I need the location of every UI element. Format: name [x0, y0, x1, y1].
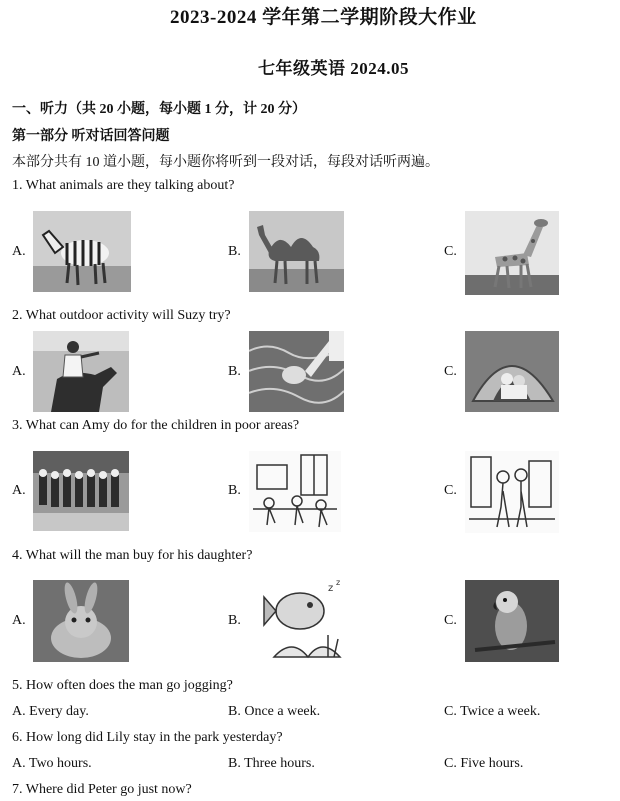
people-in-city-image[interactable]: [465, 451, 559, 533]
q4-option-a-label: A.: [12, 613, 26, 628]
giraffe-image[interactable]: [465, 211, 559, 295]
q3-option-c-label: C.: [444, 483, 457, 498]
question-1: 1. What animals are they talking about?: [12, 178, 235, 193]
option-label: A.: [12, 756, 26, 771]
question-3: 3. What can Amy do for the children in poor areas?: [12, 418, 300, 433]
page-subtitle: 七年级英语 2024.05: [258, 59, 409, 78]
q2-option-a-label: A.: [12, 364, 26, 379]
question-6: 6. How long did Lily stay in the park yesterday?: [12, 730, 283, 745]
camel-image[interactable]: [249, 211, 344, 292]
option-text: Once a week.: [244, 704, 321, 719]
option-text: Five hours.: [460, 756, 524, 771]
q6-option-c[interactable]: [444, 756, 523, 772]
q5-option-b[interactable]: [228, 704, 320, 720]
option-label: C.: [444, 704, 457, 719]
svg-text:z: z: [328, 583, 334, 594]
q2-option-b-label: B.: [228, 364, 241, 379]
band-parade-image[interactable]: [33, 451, 129, 531]
swimming-image[interactable]: [249, 331, 344, 412]
option-text: Every day.: [29, 704, 89, 719]
q6-option-a[interactable]: [12, 756, 92, 772]
instruction-text: 本部分共有 10 道小题，每小题你将听到一段对话，每段对话听两遍。: [12, 155, 439, 170]
parrot-image[interactable]: [465, 580, 559, 662]
street-scene-image[interactable]: [249, 451, 341, 532]
zebra-image[interactable]: [33, 211, 131, 292]
q5-option-a[interactable]: [12, 704, 89, 720]
q1-option-c-label: C.: [444, 244, 457, 259]
camping-tent-image[interactable]: [465, 331, 559, 412]
option-label: B.: [228, 704, 241, 719]
rabbit-image[interactable]: [33, 580, 129, 662]
question-2: 2. What outdoor activity will Suzy try?: [12, 308, 231, 323]
svg-text:z: z: [336, 578, 341, 587]
option-text: Two hours.: [28, 756, 92, 771]
question-4: 4. What will the man buy for his daughter?: [12, 548, 253, 563]
q1-option-a-label: A.: [12, 244, 26, 259]
q2-option-c-label: C.: [444, 364, 457, 379]
q4-option-b-label: B.: [228, 613, 241, 628]
q6-option-b[interactable]: [228, 756, 315, 772]
option-label: C.: [444, 756, 457, 771]
q4-option-c-label: C.: [444, 613, 457, 628]
option-label: B.: [228, 756, 241, 771]
q3-option-b-label: B.: [228, 483, 241, 498]
option-text: Three hours.: [244, 756, 315, 771]
question-5: 5. How often does the man go jogging?: [12, 678, 233, 693]
sleeping-fish-image[interactable]: [262, 575, 352, 665]
page-title: 2023-2024 学年第二学期阶段大作业: [170, 7, 477, 28]
option-text: Twice a week.: [460, 704, 541, 719]
horse-riding-image[interactable]: [33, 331, 129, 412]
option-label: A.: [12, 704, 26, 719]
q1-option-b-label: B.: [228, 244, 241, 259]
section-heading: 一、听力（共 20 小题，每小题 1 分，计 20 分）: [12, 102, 306, 117]
q3-option-a-label: A.: [12, 483, 26, 498]
q5-option-c[interactable]: [444, 704, 540, 720]
part-heading: 第一部分 听对话回答问题: [12, 129, 170, 144]
question-7: 7. Where did Peter go just now?: [12, 782, 192, 797]
